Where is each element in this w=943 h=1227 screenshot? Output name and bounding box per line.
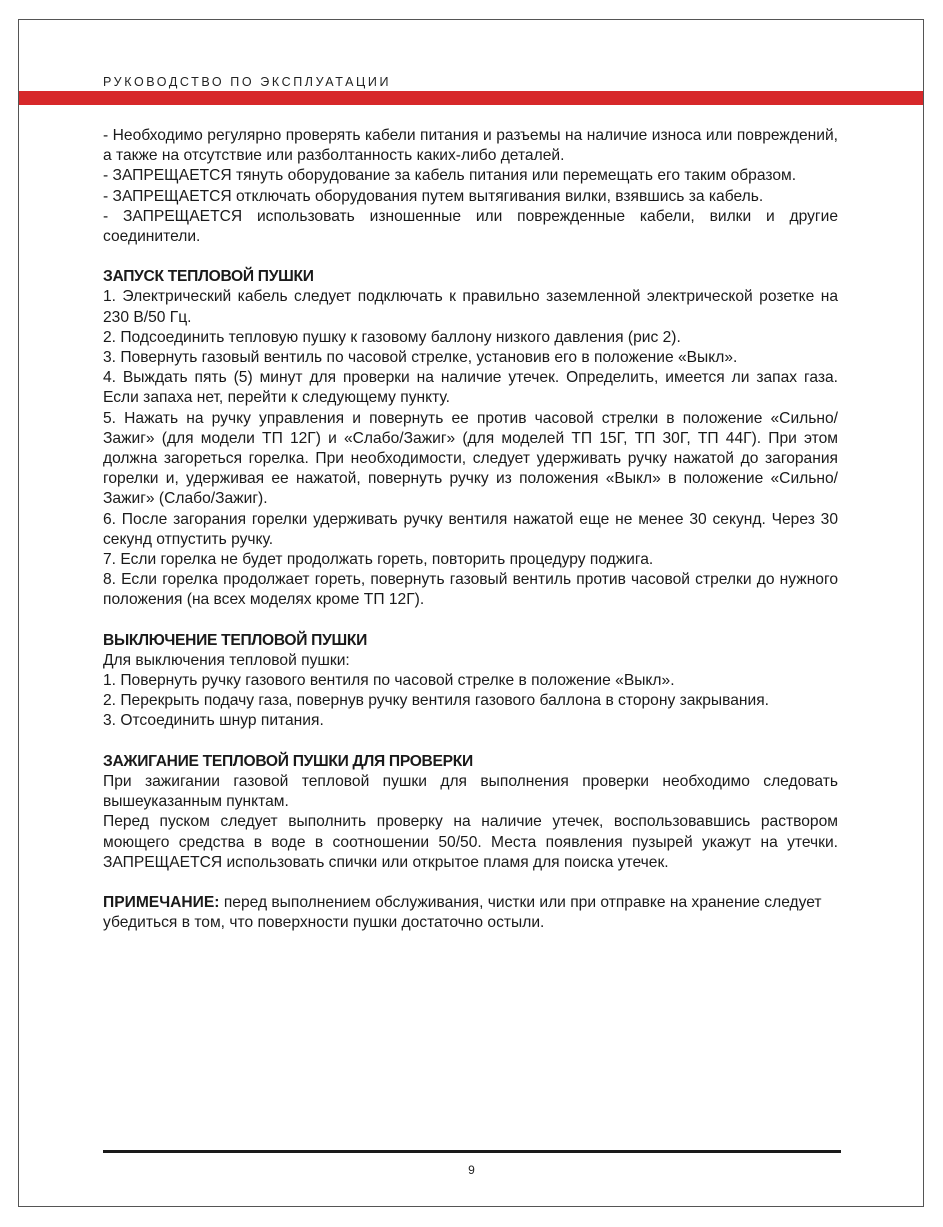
list-item: 5. Нажать на ручку управления и повернуть ее против часовой стрелки в положение «Сильно/Зажиг» (для модели ТП 12Г) и «Слабо/Зажиг» (для моделей ТП 15Г, ТП 30Г, ТП 44Г). При этом должна загореться горелка. При необходимости, следует удерживать ручку нажатой до загорания горелки и, удерживая ее нажатой, повернуть ручку из положения «Выкл» в положение «Сильно/Зажиг» (Слабо/Зажиг). xyxy=(103,409,838,508)
paragraph: При зажигании газовой тепловой пушки для выполнения проверки необходимо следовать вышеуказанным пунктам. xyxy=(103,772,838,811)
warning-item: - ЗАПРЕЩАЕТСЯ использовать изношенные или поврежденные кабели, вилки и другие соединители. xyxy=(103,207,838,246)
paragraph: Перед пуском следует выполнить проверку на наличие утечек, воспользовавшись раствором моющего средства в воде в соотношении 50/50. Места появления пузырей укажут на утечки. ЗАПРЕЩАЕТСЯ использовать спички или открытое пламя для поиска утечек. xyxy=(103,813,838,871)
list-item: 2. Подсоединить тепловую пушку к газовому баллону низкого давления (рис 2). xyxy=(103,328,681,346)
list-item: 8. Если горелка продолжает гореть, повернуть газовый вентиль против часовой стрелки до нужного положения (на всех моделях кроме ТП 12Г). xyxy=(103,571,838,609)
footer-divider xyxy=(103,1150,841,1153)
note-paragraph xyxy=(103,893,838,933)
warning-item: - Необходимо регулярно проверять кабели питания и разъемы на наличие износа или повреждений, а также на отсутствие или разболтанность каких-либо деталей. xyxy=(103,127,838,165)
list-item: 1. Электрический кабель следует подключать к правильно заземленной электрической розетке на 230 В/50 Гц. xyxy=(103,288,838,326)
warning-item: - ЗАПРЕЩАЕТСЯ отключать оборудования путем вытягивания вилки, взявшись за кабель. xyxy=(103,187,764,205)
section-start xyxy=(103,267,838,610)
page-content xyxy=(103,126,838,933)
header-accent-bar xyxy=(19,91,923,105)
list-item: 6. После загорания горелки удерживать ручку вентиля нажатой еще не менее 30 секунд. Через 30 секунд отпустить ручку. xyxy=(103,510,838,548)
intro-warnings xyxy=(103,126,838,247)
document-header-title: РУКОВОДСТВО ПО ЭКСПЛУАТАЦИИ xyxy=(103,75,392,89)
section-shutdown xyxy=(103,631,838,732)
list-item: 2. Перекрыть подачу газа, повернув ручку вентиля газового баллона в сторону закрывания. xyxy=(103,692,769,710)
section-intro: Для выключения тепловой пушки: xyxy=(103,651,350,669)
section-title: ЗАЖИГАНИЕ ТЕПЛОВОЙ ПУШКИ ДЛЯ ПРОВЕРКИ xyxy=(103,752,473,770)
list-item: 4. Выждать пять (5) минут для проверки на наличие утечек. Определить, имеется ли запах газа. Если запаха нет, перейти к следующему пункту. xyxy=(103,369,838,407)
section-test-ignition xyxy=(103,752,838,873)
section-title: ЗАПУСК ТЕПЛОВОЙ ПУШКИ xyxy=(103,268,314,286)
section-title: ВЫКЛЮЧЕНИЕ ТЕПЛОВОЙ ПУШКИ xyxy=(103,631,367,649)
list-item: 7. Если горелка не будет продолжать гореть, повторить процедуру поджига. xyxy=(103,551,654,569)
warning-item: - ЗАПРЕЩАЕТСЯ тянуть оборудование за кабель питания или перемещать его таким образом. xyxy=(103,167,797,185)
note-text: перед выполнением обслуживания, чистки или при отправке на хранение следует убедиться в том, что поверхности пушки достаточно остыли. xyxy=(103,893,822,932)
list-item: 3. Отсоединить шнур питания. xyxy=(103,712,324,730)
list-item: 1. Повернуть ручку газового вентиля по часовой стрелке в положение «Выкл». xyxy=(103,672,675,690)
list-item: 3. Повернуть газовый вентиль по часовой стрелке, установив его в положение «Выкл». xyxy=(103,349,738,367)
page-number: 9 xyxy=(468,1163,475,1177)
note-label: ПРИМЕЧАНИЕ: xyxy=(103,893,220,911)
